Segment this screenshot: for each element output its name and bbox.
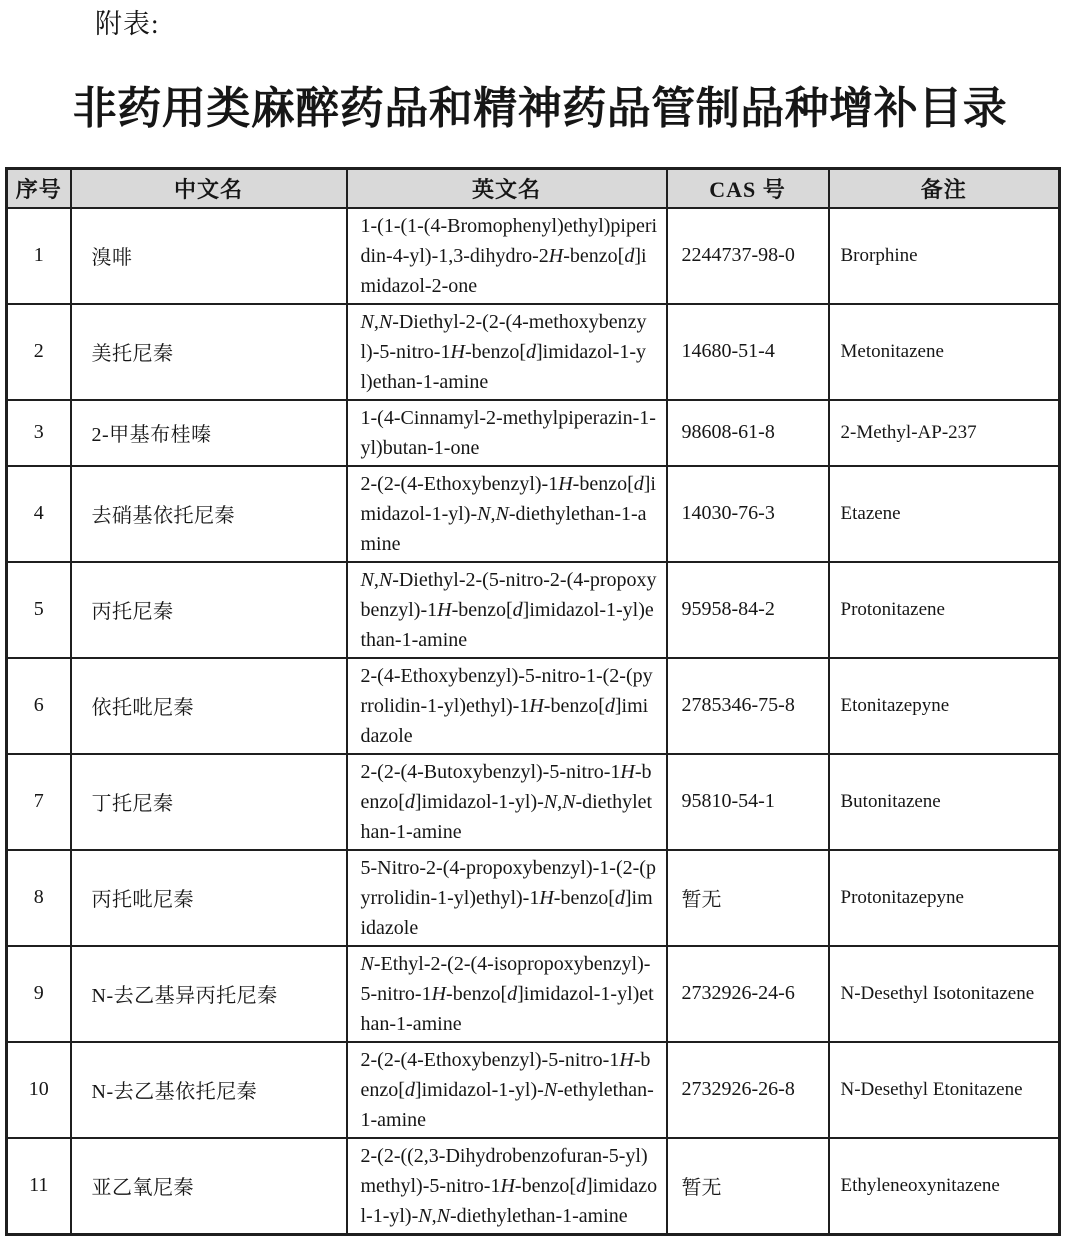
cas-cell: 14030-76-3 [667,466,829,562]
chinese-name-cell: 丙托吡尼秦 [71,850,347,946]
table-row [7,754,1060,850]
cas-cell: 2732926-24-6 [667,946,829,1042]
remark-cell: Metonitazene [829,304,1060,400]
header-cell-cas: CAS 号 [667,168,829,208]
row-number-cell: 3 [7,400,71,466]
row-number-cell: 4 [7,466,71,562]
english-name-cell: 5-Nitro-2-(4-propoxybenzyl)-1-(2-(pyrrolidin-1-yl)ethyl)-1H-benzo[d]imidazole [347,850,667,946]
table-body [7,208,1060,1235]
row-number-cell: 5 [7,562,71,658]
english-name-cell: N-Ethyl-2-(2-(4-isopropoxybenzyl)-5-nitro-1H-benzo[d]imidazol-1-yl)ethan-1-amine [347,946,667,1042]
english-name-cell: N,N-Diethyl-2-(5-nitro-2-(4-propoxybenzyl)-1H-benzo[d]imidazol-1-yl)ethan-1-amine [347,562,667,658]
table-row [7,304,1060,400]
row-number-cell: 7 [7,754,71,850]
english-name-cell: N,N-Diethyl-2-(2-(4-methoxybenzyl)-5-nitro-1H-benzo[d]imidazol-1-yl)ethan-1-amine [347,304,667,400]
cas-cell: 98608-61-8 [667,400,829,466]
cas-cell: 暂无 [667,1138,829,1235]
row-number-cell: 2 [7,304,71,400]
row-number-cell: 11 [7,1138,71,1235]
remark-cell: 2-Methyl-AP-237 [829,400,1060,466]
english-name-cell: 1-(1-(1-(4-Bromophenyl)ethyl)piperidin-4-yl)-1,3-dihydro-2H-benzo[d]imidazol-2-one [347,208,667,304]
table-row [7,946,1060,1042]
header-cell-number: 序号 [7,168,71,208]
english-name-cell: 2-(4-Ethoxybenzyl)-5-nitro-1-(2-(pyrrolidin-1-yl)ethyl)-1H-benzo[d]imidazole [347,658,667,754]
page [0,8,1080,1257]
table-header-row [7,168,1060,208]
catalog-table [5,167,1061,1236]
chinese-name-cell: N-去乙基依托尼秦 [71,1042,347,1138]
cas-cell: 2244737-98-0 [667,208,829,304]
english-name-cell: 2-(2-((2,3-Dihydrobenzofuran-5-yl)methyl)-5-nitro-1H-benzo[d]imidazol-1-yl)-N,N-diethylethan-1-amine [347,1138,667,1235]
chinese-name-cell: 丁托尼秦 [71,754,347,850]
table-row [7,658,1060,754]
table-row [7,562,1060,658]
remark-cell: N-Desethyl Isotonitazene [829,946,1060,1042]
annex-label: 附表: [95,9,160,39]
table-row [7,1138,1060,1235]
table-row [7,850,1060,946]
cas-cell: 95810-54-1 [667,754,829,850]
row-number-cell: 1 [7,208,71,304]
header-cell-english-name: 英文名 [347,168,667,208]
chinese-name-cell: 丙托尼秦 [71,562,347,658]
english-name-cell: 1-(4-Cinnamyl-2-methylpiperazin-1-yl)butan-1-one [347,400,667,466]
table-row [7,400,1060,466]
header-cell-remark: 备注 [829,168,1060,208]
chinese-name-cell: 亚乙氧尼秦 [71,1138,347,1235]
row-number-cell: 6 [7,658,71,754]
row-number-cell: 9 [7,946,71,1042]
cas-cell: 2732926-26-8 [667,1042,829,1138]
chinese-name-cell: 去硝基依托尼秦 [71,466,347,562]
cas-cell: 14680-51-4 [667,304,829,400]
table-row [7,1042,1060,1138]
remark-cell: Etonitazepyne [829,658,1060,754]
remark-cell: Brorphine [829,208,1060,304]
chinese-name-cell: 美托尼秦 [71,304,347,400]
chinese-name-cell: 依托吡尼秦 [71,658,347,754]
cas-cell: 95958-84-2 [667,562,829,658]
chinese-name-cell: N-去乙基异丙托尼秦 [71,946,347,1042]
english-name-cell: 2-(2-(4-Ethoxybenzyl)-1H-benzo[d]imidazol-1-yl)-N,N-diethylethan-1-amine [347,466,667,562]
chinese-name-cell: 溴啡 [71,208,347,304]
remark-cell: Protonitazepyne [829,850,1060,946]
table-row [7,208,1060,304]
row-number-cell: 8 [7,850,71,946]
header-cell-chinese-name: 中文名 [71,168,347,208]
english-name-cell: 2-(2-(4-Ethoxybenzyl)-5-nitro-1H-benzo[d]imidazol-1-yl)-N-ethylethan-1-amine [347,1042,667,1138]
row-number-cell: 10 [7,1042,71,1138]
cas-cell: 2785346-75-8 [667,658,829,754]
english-name-cell: 2-(2-(4-Butoxybenzyl)-5-nitro-1H-benzo[d]imidazol-1-yl)-N,N-diethylethan-1-amine [347,754,667,850]
table-row [7,466,1060,562]
remark-cell: Butonitazene [829,754,1060,850]
remark-cell: Ethyleneoxynitazene [829,1138,1060,1235]
cas-cell: 暂无 [667,850,829,946]
page-title: 非药用类麻醉药品和精神药品管制品种增补目录 [72,84,1008,134]
remark-cell: N-Desethyl Etonitazene [829,1042,1060,1138]
remark-cell: Protonitazene [829,562,1060,658]
chinese-name-cell: 2-甲基布桂嗪 [71,400,347,466]
remark-cell: Etazene [829,466,1060,562]
